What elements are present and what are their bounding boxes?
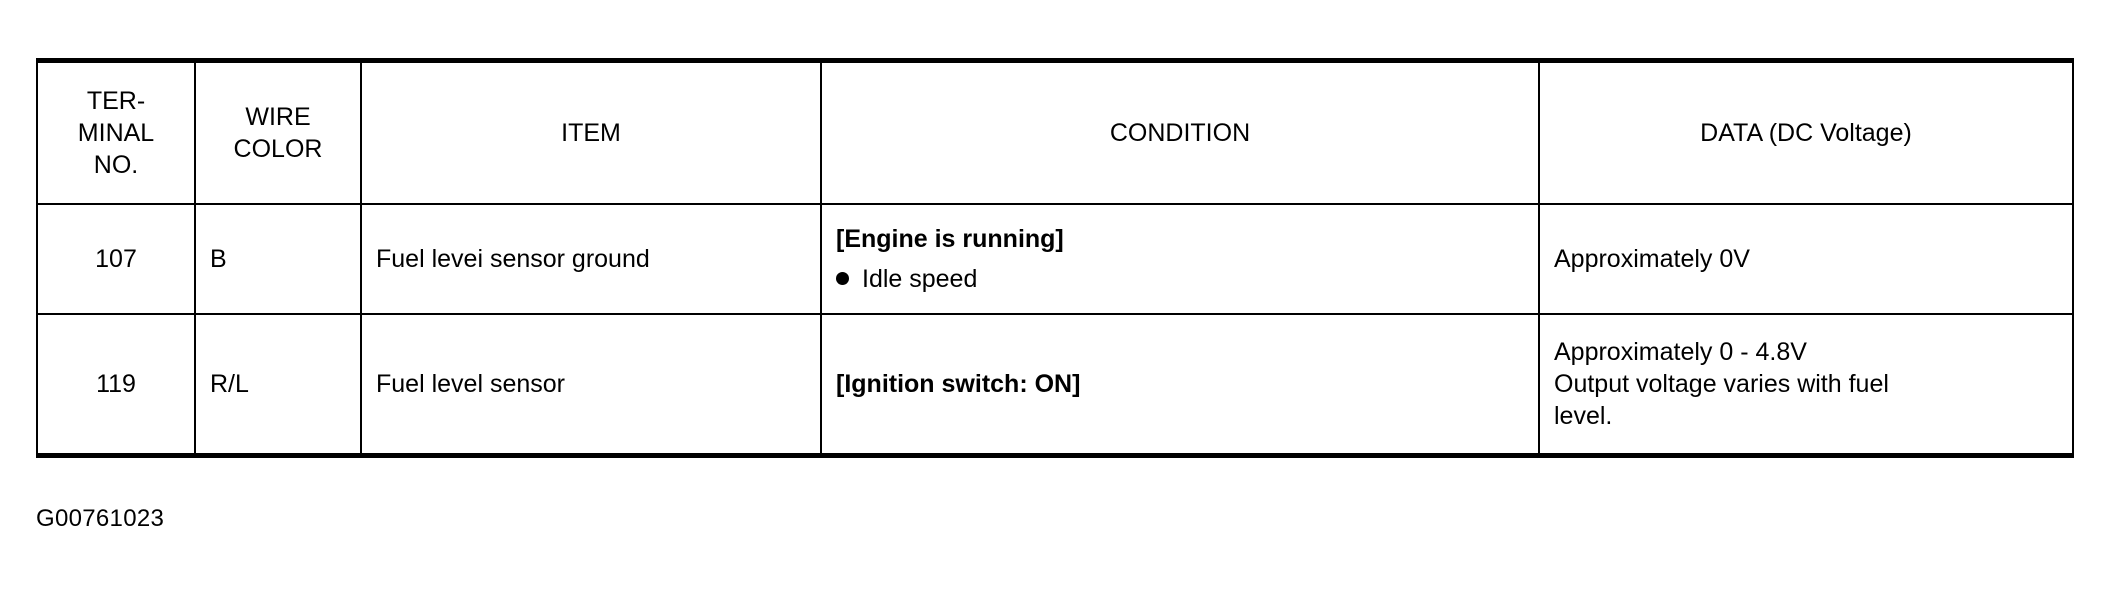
cell-terminal-no: 107	[37, 204, 195, 314]
cell-condition	[821, 314, 1539, 456]
header-condition: CONDITION	[821, 61, 1539, 205]
bullet-icon	[836, 272, 849, 285]
cell-item: Fuel levei sensor ground	[361, 204, 821, 314]
cell-data	[1539, 204, 2073, 314]
header-terminal-no-line2: MINAL	[77, 119, 155, 147]
cell-item: Fuel level sensor	[361, 314, 821, 456]
condition-bullet-item	[836, 263, 1524, 295]
header-item: ITEM	[361, 61, 821, 205]
data-line-3: level.	[1554, 402, 1613, 430]
condition-headline: [Engine is running]	[836, 225, 1064, 253]
terminal-spec-table	[36, 58, 2074, 458]
figure-id-label: G00761023	[36, 505, 165, 532]
header-terminal-no	[37, 61, 195, 205]
cell-wire-color: B	[195, 204, 361, 314]
table-row	[37, 314, 2073, 456]
header-wire-color-line2: COLOR	[233, 135, 323, 163]
table-header-row	[37, 61, 2073, 205]
cell-wire-color: R/L	[195, 314, 361, 456]
terminal-spec-table-wrapper	[36, 58, 2072, 458]
table-row	[37, 204, 2073, 314]
cell-condition	[821, 204, 1539, 314]
header-terminal-no-line3: NO.	[93, 151, 139, 179]
header-data: DATA (DC Voltage)	[1539, 61, 2073, 205]
header-wire-color	[195, 61, 361, 205]
data-line-1: Approximately 0V	[1554, 245, 1750, 273]
condition-bullet-text: Idle speed	[862, 265, 978, 293]
data-line-1: Approximately 0 - 4.8V	[1554, 338, 1807, 366]
condition-headline: [Ignition switch: ON]	[836, 370, 1081, 398]
header-wire-color-line1: WIRE	[245, 103, 311, 131]
cell-data	[1539, 314, 2073, 456]
header-terminal-no-line1: TER-	[86, 87, 146, 115]
data-line-2: Output voltage varies with fuel	[1554, 370, 1889, 398]
table-header	[37, 61, 2073, 205]
cell-terminal-no: 119	[37, 314, 195, 456]
table-body	[37, 204, 2073, 456]
